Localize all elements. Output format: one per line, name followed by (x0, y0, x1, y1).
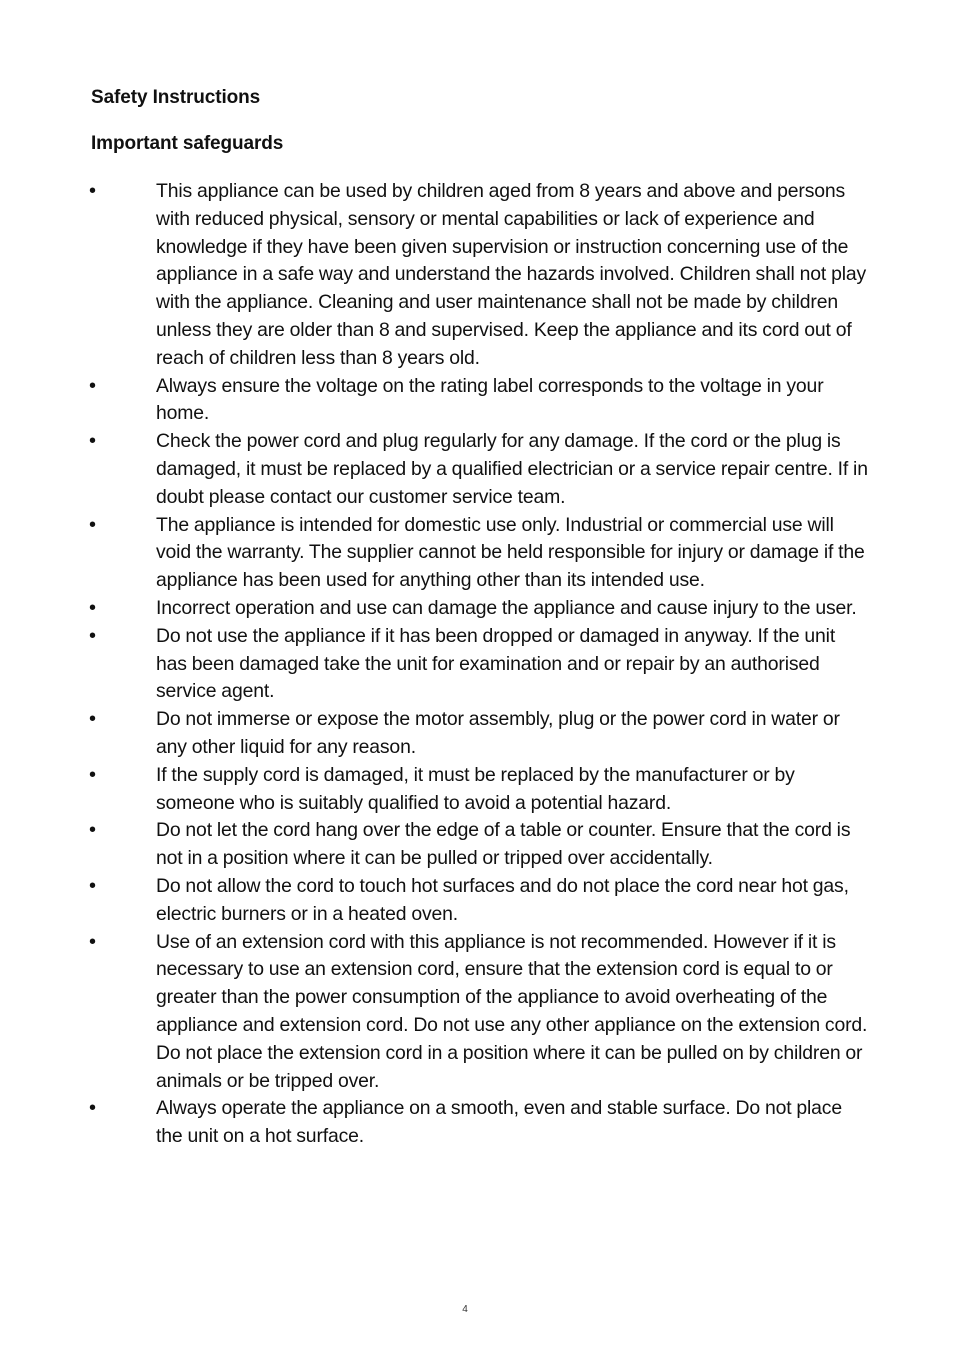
bullet-icon: • (89, 1097, 96, 1120)
list-item (0, 428, 954, 511)
bullet-icon: • (89, 430, 96, 453)
bullet-icon: • (89, 374, 96, 397)
list-item-text: Always ensure the voltage on the rating label corresponds to the voltage in your home. (156, 374, 824, 425)
list-item-text: This appliance can be used by children aged from 8 years and above and persons with reduced physical, sensory or mental capabilities or lack of experience and knowledge if they have been given supervision or instruction concerning use of the appliance in a safe way and understand the hazards involved. Children shall not play with the appliance. Cleaning and user maintenance shall not be made by children unless they are older than 8 and supervised. Keep the appliance and its cord out of reach of children less than 8 years old. (156, 180, 867, 369)
list-item (0, 178, 954, 373)
list-item-text: Use of an extension cord with this appliance is not recommended. However if it is necessary to use an extension cord, ensure that the extension cord is equal to or greater than the power consumption of the appliance to avoid overheating of the appliance and extension cord. Do not use any other appliance on the extension cord. Do not place the extension cord in a position where it can be pulled on by children or animals or be tripped over. (156, 930, 868, 1092)
list-item-text: Do not let the cord hang over the edge of a table or counter. Ensure that the cord is not in a position where it can be pulled or tripped over accidentally. (156, 819, 851, 870)
section-heading: Important safeguards (91, 133, 284, 154)
list-item-text: Incorrect operation and use can damage the appliance and cause injury to the user. (156, 596, 857, 619)
list-item (0, 706, 954, 762)
bullet-icon: • (89, 596, 96, 619)
bullet-icon: • (89, 513, 96, 536)
list-item (0, 873, 954, 929)
bullet-icon: • (89, 819, 96, 842)
bullet-icon: • (89, 708, 96, 731)
list-item-text: Check the power cord and plug regularly for any damage. If the cord or the plug is damaged, it must be replaced by a qualified electrician or a service repair centre. If in doubt please contact our customer service team. (156, 430, 868, 508)
list-item (0, 762, 954, 818)
list-item (0, 595, 954, 623)
page-title: Safety Instructions (91, 87, 261, 108)
list-item (0, 929, 954, 1096)
list-item (0, 373, 954, 429)
bullet-icon: • (89, 763, 96, 786)
list-item-text: Do not use the appliance if it has been dropped or damaged in anyway. If the unit has been damaged take the unit for examination and or repair by an authorised service agent. (156, 624, 836, 703)
bullet-icon: • (89, 874, 96, 897)
list-item-text: If the supply cord is damaged, it must be replaced by the manufacturer or by someone who is suitably qualified to avoid a potential hazard. (156, 763, 795, 814)
safeguards-list (0, 178, 954, 1151)
list-item-text: Always operate the appliance on a smooth, even and stable surface. Do not place the unit on a hot surface. (156, 1097, 842, 1148)
list-item-text: Do not immerse or expose the motor assembly, plug or the power cord in water or any other liquid for any reason. (156, 708, 840, 758)
page-number: 4 (462, 1304, 468, 1315)
list-item (0, 512, 954, 595)
bullet-icon: • (89, 930, 96, 953)
bullet-icon: • (89, 624, 96, 647)
list-item-text: Do not allow the cord to touch hot surfaces and do not place the cord near hot gas, electric burners or in a heated oven. (156, 874, 849, 925)
list-item-text: The appliance is intended for domestic use only. Industrial or commercial use will void the warranty. The supplier cannot be held responsible for injury or damage if the appliance has been used for anything other than its intended use. (156, 513, 865, 592)
list-item (0, 623, 954, 706)
list-item (0, 817, 954, 873)
bullet-icon: • (89, 180, 96, 202)
list-item (0, 1095, 954, 1151)
